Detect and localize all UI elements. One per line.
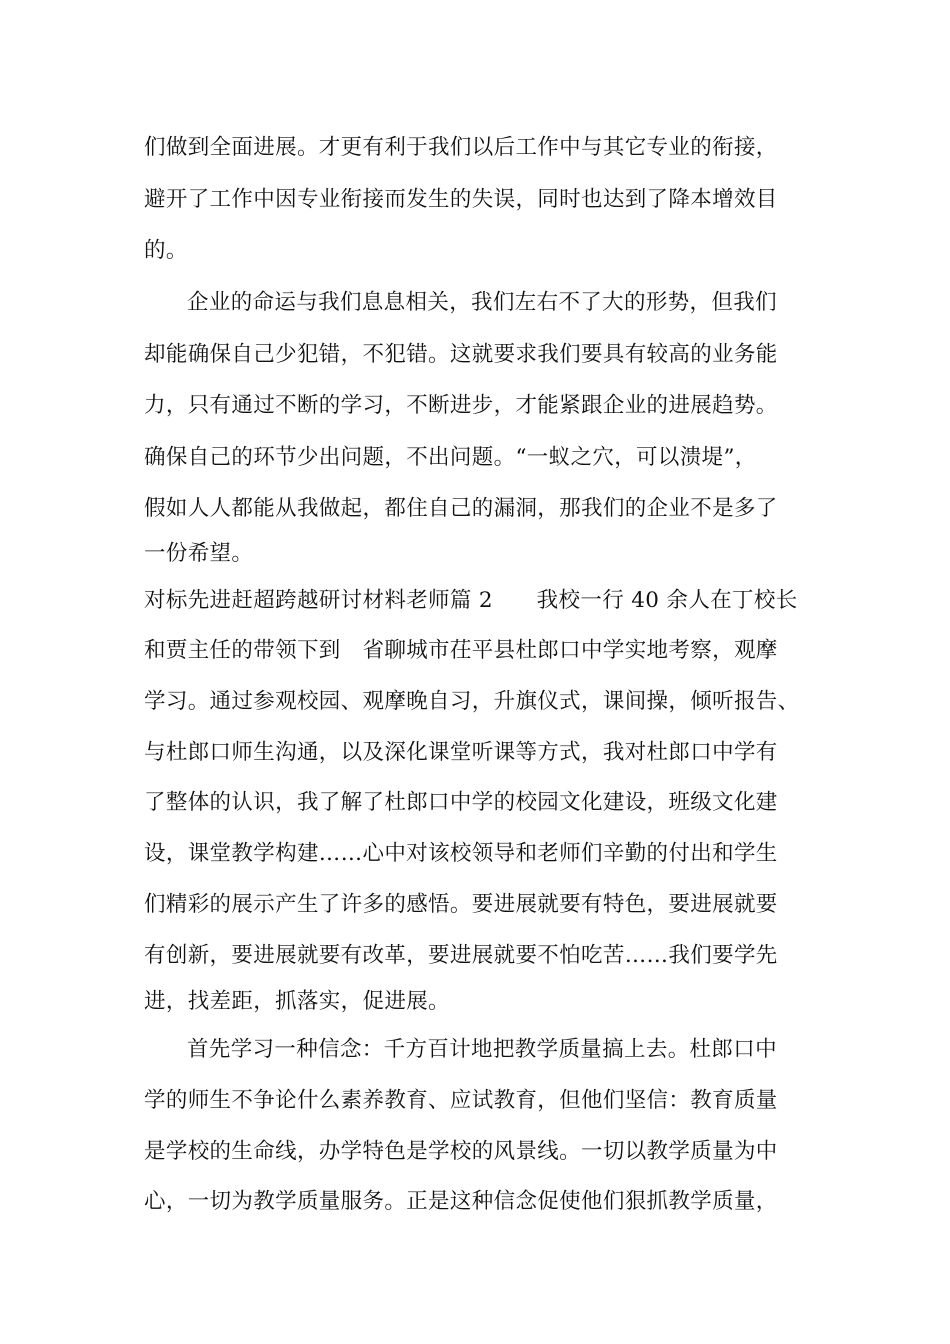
text-line: 避开了工作中因专业衔接而发生的失误，同时也达到了降本增效目 bbox=[144, 187, 778, 212]
text-line: 和贾主任的带领下到 省聊城市茌平县杜郎口中学实地考察，观摩 bbox=[144, 638, 778, 663]
text-line: 是学校的生命线，办学特色是学校的风景线。一切以教学质量为中 bbox=[144, 1139, 778, 1164]
text-line: 们做到全面进展。才更有利于我们以后工作中与其它专业的衔接， bbox=[144, 135, 778, 160]
text-line: 与杜郎口师生沟通，以及深化课堂听课等方式，我对杜郎口中学有 bbox=[144, 740, 778, 765]
text-line: 的。 bbox=[144, 238, 188, 263]
section-heading-line: 对标先进赶超跨越研讨材料老师篇 2 我校一行 40 余人在丁校长 bbox=[144, 588, 798, 613]
text-line: 们精彩的展示产生了许多的感悟。要进展就要有特色，要进展就要 bbox=[144, 892, 778, 917]
text-line: 有创新，要进展就要有改革，要进展就要不怕吃苦……我们要学先 bbox=[144, 943, 778, 968]
text-line: 了整体的认识，我了解了杜郎口中学的校园文化建设，班级文化建 bbox=[144, 790, 778, 815]
text-line: 心，一切为教学质量服务。正是这种信念促使他们狠抓教学质量， bbox=[144, 1189, 778, 1214]
text-line: 设，课堂教学构建……心中对该校领导和老师们辛勤的付出和学生 bbox=[144, 841, 778, 866]
text-line: 力，只有通过不断的学习，不断进步，才能紧跟企业的进展趋势。 bbox=[144, 393, 778, 418]
paragraph-first-line: 首先学习一种信念：千方百计地把教学质量搞上去。杜郎口中 bbox=[187, 1037, 777, 1062]
text-line: 却能确保自己少犯错，不犯错。这就要求我们要具有较高的业务能 bbox=[144, 342, 778, 367]
text-line: 学的师生不争论什么素养教育、应试教育，但他们坚信：教育质量 bbox=[144, 1088, 778, 1113]
text-line: 确保自己的环节少出问题，不出问题。“一蚁之穴，可以溃堤”， bbox=[144, 445, 757, 470]
text-line: 学习。通过参观校园、观摩晚自习，升旗仪式，课间操，倾听报告、 bbox=[144, 689, 800, 714]
text-line: 假如人人都能从我做起，都住自己的漏洞，那我们的企业不是多了 bbox=[144, 496, 778, 521]
paragraph-first-line: 企业的命运与我们息息相关，我们左右不了大的形势，但我们 bbox=[187, 290, 777, 315]
text-line: 进，找差距，抓落实，促进展。 bbox=[144, 989, 450, 1014]
text-line: 一份希望。 bbox=[144, 541, 254, 566]
